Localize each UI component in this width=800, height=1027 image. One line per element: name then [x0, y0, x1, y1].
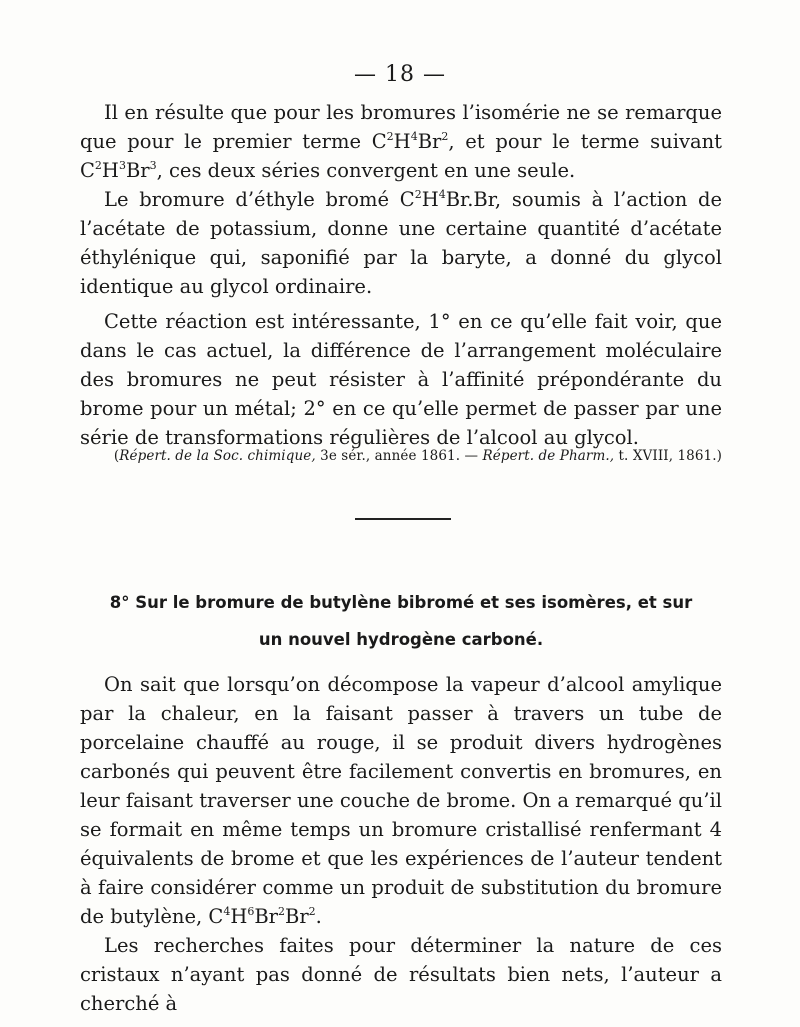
body-paragraph-1: On sait que lorsqu’on décompose la vapeur d’alcool amylique par la chaleur, en la faisant passer à travers un tube de porcelaine chauffé au rouge, il se produit divers hydrogènes carbonés qui peuvent être facilement convertis en bromures, en leur faisant traverser une couche de brome. On a remarqué qu’il se formait en même temps un bromure cristallisé renfermant 4 équivalents de brome et que les expériences de l’auteur tendent à faire considérer comme un produit de substitution du bromure de butylène, $C^4H^6Br^2Br^2$. [80, 673, 722, 928]
intro-paragraph-1: Il en résulte que pour les bromures l’isomérie ne se remarque que pour le premier terme $C^2H^4Br^2$, et pour le terme suivant $C^2H^3Br^3$, ces deux séries convergent en une seule. [80, 101, 722, 182]
intro-text [80, 98, 722, 452]
section-title-line-2: un nouvel hydrogène carboné. [258, 630, 544, 649]
section-divider [355, 518, 451, 520]
citation: (Répert. de la Soc. chimique, 3e sér., année 1861. — Répert. de Pharm., t. XVIII, 1861.) [113, 448, 722, 464]
intro-paragraph-3: Cette réaction est intéressante, 1° en ce qu’elle fait voir, que dans le cas actuel, la différence de l’arrangement moléculaire des bromures ne peut résister à l’affinité prépondérante du brome pour un métal; 2° en ce qu’elle permet de passer par une série de transformations régulières de l’alcool au glycol. [80, 310, 722, 449]
body-text [80, 670, 722, 1018]
section-title [80, 584, 722, 658]
citation-source-1: Répert. de la Soc. chimique, [119, 448, 316, 464]
intro-paragraph-2: Le bromure d’éthyle bromé $C^2H^4Br.Br$, soumis à l’action de l’acétate de potassium, donne une certaine quantité d’acétate éthylénique qui, saponifié par la baryte, a donné du glycol identique au glycol ordinaire. [80, 187, 722, 298]
page-number: — 18 — [354, 62, 446, 87]
citation-source-2: Répert. de Pharm., [482, 448, 615, 464]
body-paragraph-2: Les recherches faites pour déterminer la nature de ces cristaux n’ayant pas donné de résultats bien nets, l’auteur a cherché à [80, 934, 722, 1015]
section-title-line-1: 8° Sur le bromure de butylène bibromé et ses isomères, et sur [109, 593, 693, 612]
